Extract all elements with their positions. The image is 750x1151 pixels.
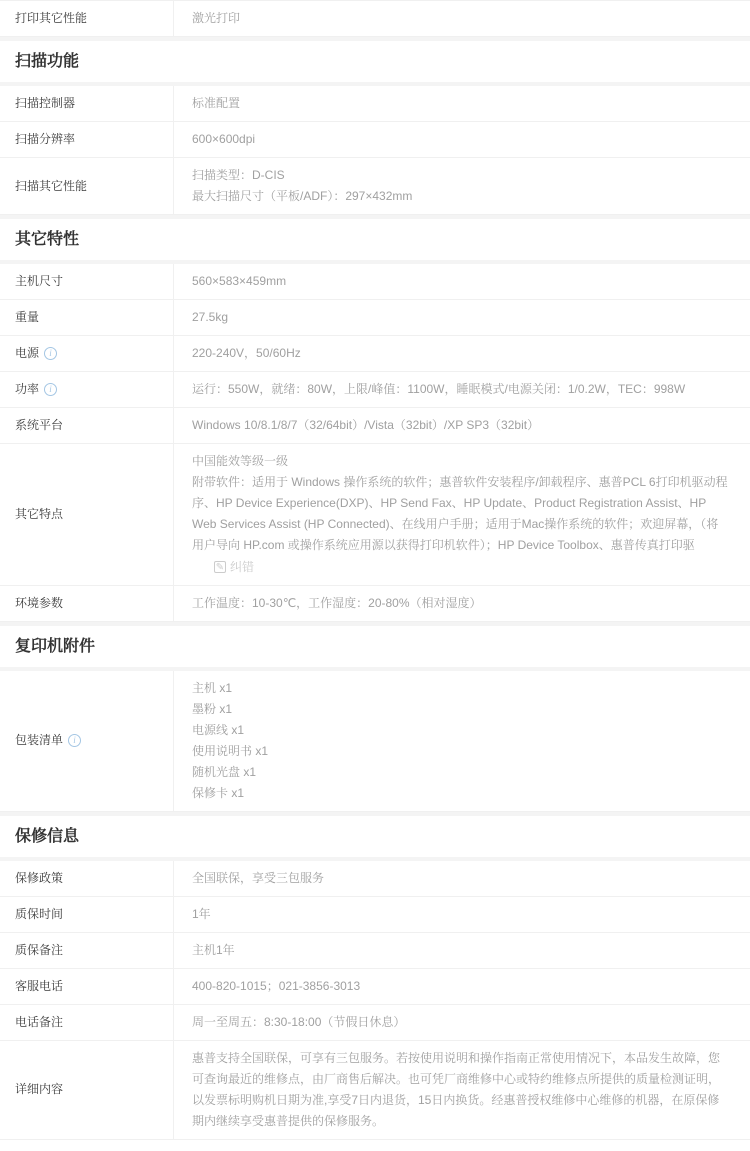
row-label — [0, 1041, 174, 1139]
row-label-text: 保修政策 — [15, 870, 64, 885]
value-line: 600×600dpi — [192, 132, 256, 146]
section-header-accessories: 复印机附件 — [0, 622, 750, 671]
value-line: 全国联保，享受三包服务 — [192, 870, 325, 885]
row-label — [0, 933, 174, 968]
row-label-text: 重量 — [15, 310, 40, 324]
row-label-text: 电话备注 — [15, 1014, 64, 1029]
value-line: 中国能效等级一级 — [192, 454, 289, 468]
row-value — [174, 122, 750, 157]
row-label — [0, 372, 174, 407]
correction-link-label: 纠错 — [230, 559, 255, 574]
spec-row-dimensions — [0, 264, 750, 300]
spec-row-environment — [0, 586, 750, 622]
row-value — [174, 1041, 750, 1139]
value-line: 保修卡 x1 — [192, 785, 245, 800]
row-label — [0, 586, 174, 621]
section-header-warranty: 保修信息 — [0, 812, 750, 861]
row-value — [174, 586, 750, 621]
row-label — [0, 122, 174, 157]
row-label — [0, 408, 174, 443]
row-label-text: 主机尺寸 — [15, 274, 64, 288]
row-label — [0, 86, 174, 121]
spec-row-scan-controller — [0, 86, 750, 122]
spec-row-warranty-details — [0, 1041, 750, 1140]
spec-row-scan-other — [0, 158, 750, 215]
value-line: 标准配置 — [192, 96, 241, 110]
spec-row-phone-note — [0, 1005, 750, 1041]
value-line: 主机 x1 — [192, 680, 233, 695]
value-line: Windows 10/8.1/8/7（32/64bit）/Vista（32bit）/XP SP3（32bit） — [192, 418, 540, 432]
value-line: 工作温度：10-30℃，工作湿度：20-80%（相对湿度） — [192, 595, 482, 610]
value-line: 随机光盘 x1 — [192, 764, 257, 779]
section-header-scan: 扫描功能 — [0, 37, 750, 86]
spec-row-scan-resolution — [0, 122, 750, 158]
spec-row-wattage — [0, 372, 750, 408]
info-icon[interactable]: i — [68, 734, 81, 747]
row-value — [174, 969, 750, 1004]
value-paragraph: 惠普支持全国联保，可享有三包服务。若按使用说明和操作指南正常使用情况下，本品发生故障，您可查询最近的维修点，由厂商售后解决。也可凭厂商维修中心或特约维修点所提供的质量检测证明，以发票标明购机日期为准,享受7日内退货，15日内换货。经惠普授权维修中心维修的机器，在原保修期内继续享受惠普提供的保修服务。 — [192, 1050, 721, 1128]
row-value — [174, 671, 750, 811]
row-value — [174, 158, 750, 214]
row-label-text: 环境参数 — [15, 595, 64, 610]
row-label-text: 系统平台 — [15, 418, 64, 432]
row-value — [174, 897, 750, 932]
row-value — [174, 444, 750, 585]
value-line: 激光打印 — [192, 11, 241, 25]
correction-link[interactable] — [214, 557, 254, 578]
row-label — [0, 671, 174, 811]
value-line: 扫描类型：D-CIS — [192, 168, 285, 182]
row-value — [174, 264, 750, 299]
spec-row-os-platform — [0, 408, 750, 444]
value-line: 400-820-1015；021-3856-3013 — [192, 978, 361, 993]
value-line: 27.5kg — [192, 310, 229, 324]
row-label-text: 扫描其它性能 — [15, 178, 88, 193]
value-line: 220-240V，50/60Hz — [192, 346, 301, 360]
spec-row-weight — [0, 300, 750, 336]
row-label-text: 扫描控制器 — [15, 96, 76, 110]
row-label-text: 电源 — [15, 346, 40, 360]
info-icon[interactable]: i — [44, 347, 57, 360]
row-label — [0, 264, 174, 299]
row-label-text: 扫描分辨率 — [15, 132, 76, 146]
row-label-text: 质保时间 — [15, 906, 64, 921]
value-line: 周一至周五：8:30-18:00（节假日休息） — [192, 1014, 406, 1029]
row-label — [0, 1, 174, 36]
edit-icon: ✎ — [215, 562, 225, 573]
row-label — [0, 336, 174, 371]
row-label-text: 打印其它性能 — [15, 11, 88, 25]
value-line: 电源线 x1 — [192, 722, 245, 737]
row-label-text: 客服电话 — [15, 978, 64, 993]
value-paragraph — [192, 472, 728, 578]
row-value — [174, 372, 750, 407]
row-value — [174, 1, 750, 36]
section-header-other-features: 其它特性 — [0, 215, 750, 264]
row-value — [174, 861, 750, 896]
row-label — [0, 158, 174, 214]
spec-row-warranty-note — [0, 933, 750, 969]
row-label-text: 质保备注 — [15, 942, 64, 957]
value-line: 主机1年 — [192, 942, 235, 957]
info-icon[interactable]: i — [44, 383, 57, 396]
row-value — [174, 408, 750, 443]
row-label-text: 功率 — [15, 382, 40, 396]
value-line: 1年 — [192, 906, 211, 921]
row-label — [0, 969, 174, 1004]
value-line: 使用说明书 x1 — [192, 743, 269, 758]
spec-row-other-points — [0, 444, 750, 586]
row-label — [0, 300, 174, 335]
row-value — [174, 86, 750, 121]
spec-row-print-other — [0, 1, 750, 37]
value-line: 560×583×459mm — [192, 274, 287, 288]
row-label — [0, 897, 174, 932]
row-label-text: 其它特点 — [15, 506, 64, 521]
row-label-text: 详细内容 — [15, 1082, 64, 1096]
spec-row-warranty-period — [0, 897, 750, 933]
row-label-text: 包装清单 — [15, 733, 64, 747]
row-value — [174, 1005, 750, 1040]
row-label — [0, 444, 174, 585]
spec-row-warranty-policy — [0, 861, 750, 897]
value-line: 墨粉 x1 — [192, 701, 233, 716]
spec-row-power-supply — [0, 336, 750, 372]
spec-row-service-phone — [0, 969, 750, 1005]
spec-row-packing-list — [0, 671, 750, 812]
value-line: 运行：550W，就绪：80W，上限/峰值：1100W，睡眠模式/电源关闭：1/0.2W，TEC：998W — [192, 382, 686, 396]
value-paragraph-text: 附带软件：适用于 Windows 操作系统的软件；惠普软件安装程序/卸载程序、惠普PCL 6打印机驱动程序、HP Device Experience(DXP)、HP Send Fax、HP Update、Product Registration Assist、HP Web Services Assist (HP Connected)、在线用户手册；适用于Mac操作系统的软件；欢迎屏幕，（将用户导向 HP.com 或操作系统应用源以获得打印机软件）；HP Device Toolbox、惠普传真打印驱 — [192, 475, 728, 552]
row-value — [174, 336, 750, 371]
value-line: 最大扫描尺寸（平板/ADF）：297×432mm — [192, 189, 413, 203]
row-label — [0, 1005, 174, 1040]
row-label — [0, 861, 174, 896]
row-value — [174, 300, 750, 335]
row-value — [174, 933, 750, 968]
